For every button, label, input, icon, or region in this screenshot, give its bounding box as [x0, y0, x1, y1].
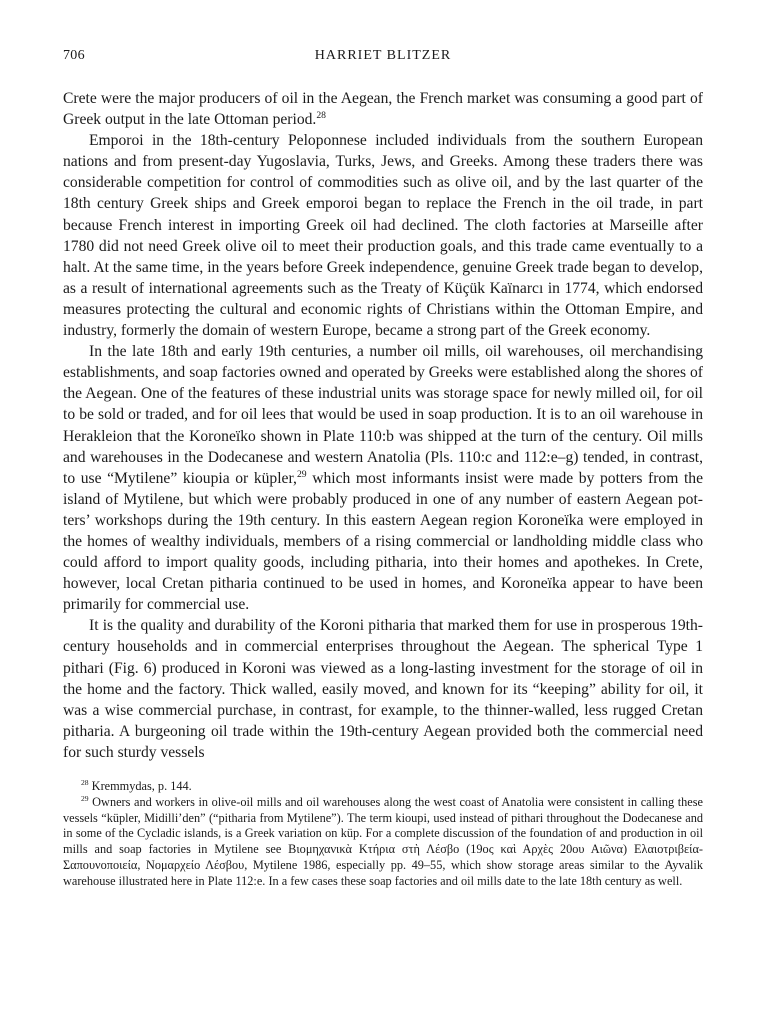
document-page [63, 48, 703, 890]
footnote-ref-28: 28 [316, 109, 326, 121]
paragraph-2: Emporoi in the 18th-century Peloponnese included individuals from the southern European nations and from present-day Yugoslavia, Turks, Jews, and Greeks. Among these traders there was considerable competition for control of commodities such as olive oil, and by the last quarter of the 18th century Greek ships and Greek emporoi began to replace the French in the oil trade, in part because French interest in importing Greek oil had declined. The cloth factories at Marseille after 1780 did not need Greek olive oil to meet their production goals, and this trade came eventually to a halt. At the same time, in the years before Greek independence, genuine Greek trade began to develop, as a result of international agreements such as the Treaty of Küçük Kaïnarcı in 1774, which endorsed measures protecting the cultural and economic rights of Christians within the Ottoman Empire, and industry, formerly the domain of western Europe, became a strong part of the Greek economy. [63, 132, 703, 340]
paragraph-1: Crete were the major producers of oil in the Aegean, the French market was consuming a good part of Greek output in the late Ottoman period.$^{28}$ [63, 90, 703, 129]
footnote-28: $^{28}$ Kremmydas, p. 144. [81, 777, 192, 793]
paragraph-3: In the late 18th and early 19th centuries, a number oil mills, oil warehouses, oil merchandising establishments, and soap factories owned and operated by Greeks were established along the shores of the Aegean. One of the features of these industrial units was storage space for newly milled oil, for oil to be sold or traded, and for oil lees that would be used in soap production. It is to an oil warehouse in Herakleion that the Koroneïko shown in Plate 110:b was shipped at the turn of the century. Oil mills and warehouses in the Dodecanese and western Anatolia (Pls. 110:c and 112:e–g) tended, in contrast, to use “Mytilene” kioupia or küpler,$^{29}$ which most informants insist were made by potters from the island of Mytilene, but which were probably produced in one of any number of eastern Aegean potters’ workshops during the 19th century. In this eastern Aegean region Koroneïka were employed in the homes of wealthy individuals, members of a rising commercial or landholding middle class who could afford to import quality goods, including pitharia, into their homes and apothekes. In Crete, however, local Cretan pitharia continued to be used in homes, and Koroneïka appear to have been primarily for commercial use. [63, 343, 703, 614]
body-text [63, 88, 703, 763]
page-number: 706 [63, 48, 85, 63]
page-header [63, 48, 703, 70]
footnotes [63, 779, 703, 890]
footnote-ref-29: 29 [296, 468, 307, 480]
footnote-29: $^{29}$ Owners and workers in olive-oil mills and oil warehouses along the west coast of Anatolia were consistent in calling these vessels “küpler, Midilli’den” (“pitharia from Mytilene”). The term kioupi, used instead of pithari throughout the Dodecanese and in some of the Cycladic islands, is a Greek variation on küp. For a complete discussion of the foundation of and production in oil mills and soap factories in Mytilene see Βιομηχανικὰ Κτήρια στὴ Λέσβο (19ος καὶ Αρχὲς 20ου Αιῶνα) Ελαιοτριβεία-Σαπουνοποιεία, Νομαρχείο Λέσβου, Mytilene 1986, especially pp. 49–55, which show storage areas similar to the Ayvalik warehouse illustrated here in Plate 112:e. In a few cases these soap factories and oil mills date to the late 18th century as well. [63, 793, 703, 888]
paragraph-4: It is the quality and durability of the Koroni pitharia that marked them for use in prosperous 19th-century households and in commercial enterprises throughout the Aegean. The spherical Type 1 pithari (Fig. 6) produced in Koroni was viewed as a long-lasting investment for the storage of oil in the home and the factory. Thick walled, easily moved, and known for its “keeping” ability for oil, it was a wise commercial purchase, in contrast, for example, to the thinner-walled, less rugged Cretan pitharia. A burgeoning oil trade within the 19th-century Aegean provided both the commercial need for such sturdy vessels [63, 617, 703, 761]
running-head: HARRIET BLITZER [314, 48, 452, 63]
